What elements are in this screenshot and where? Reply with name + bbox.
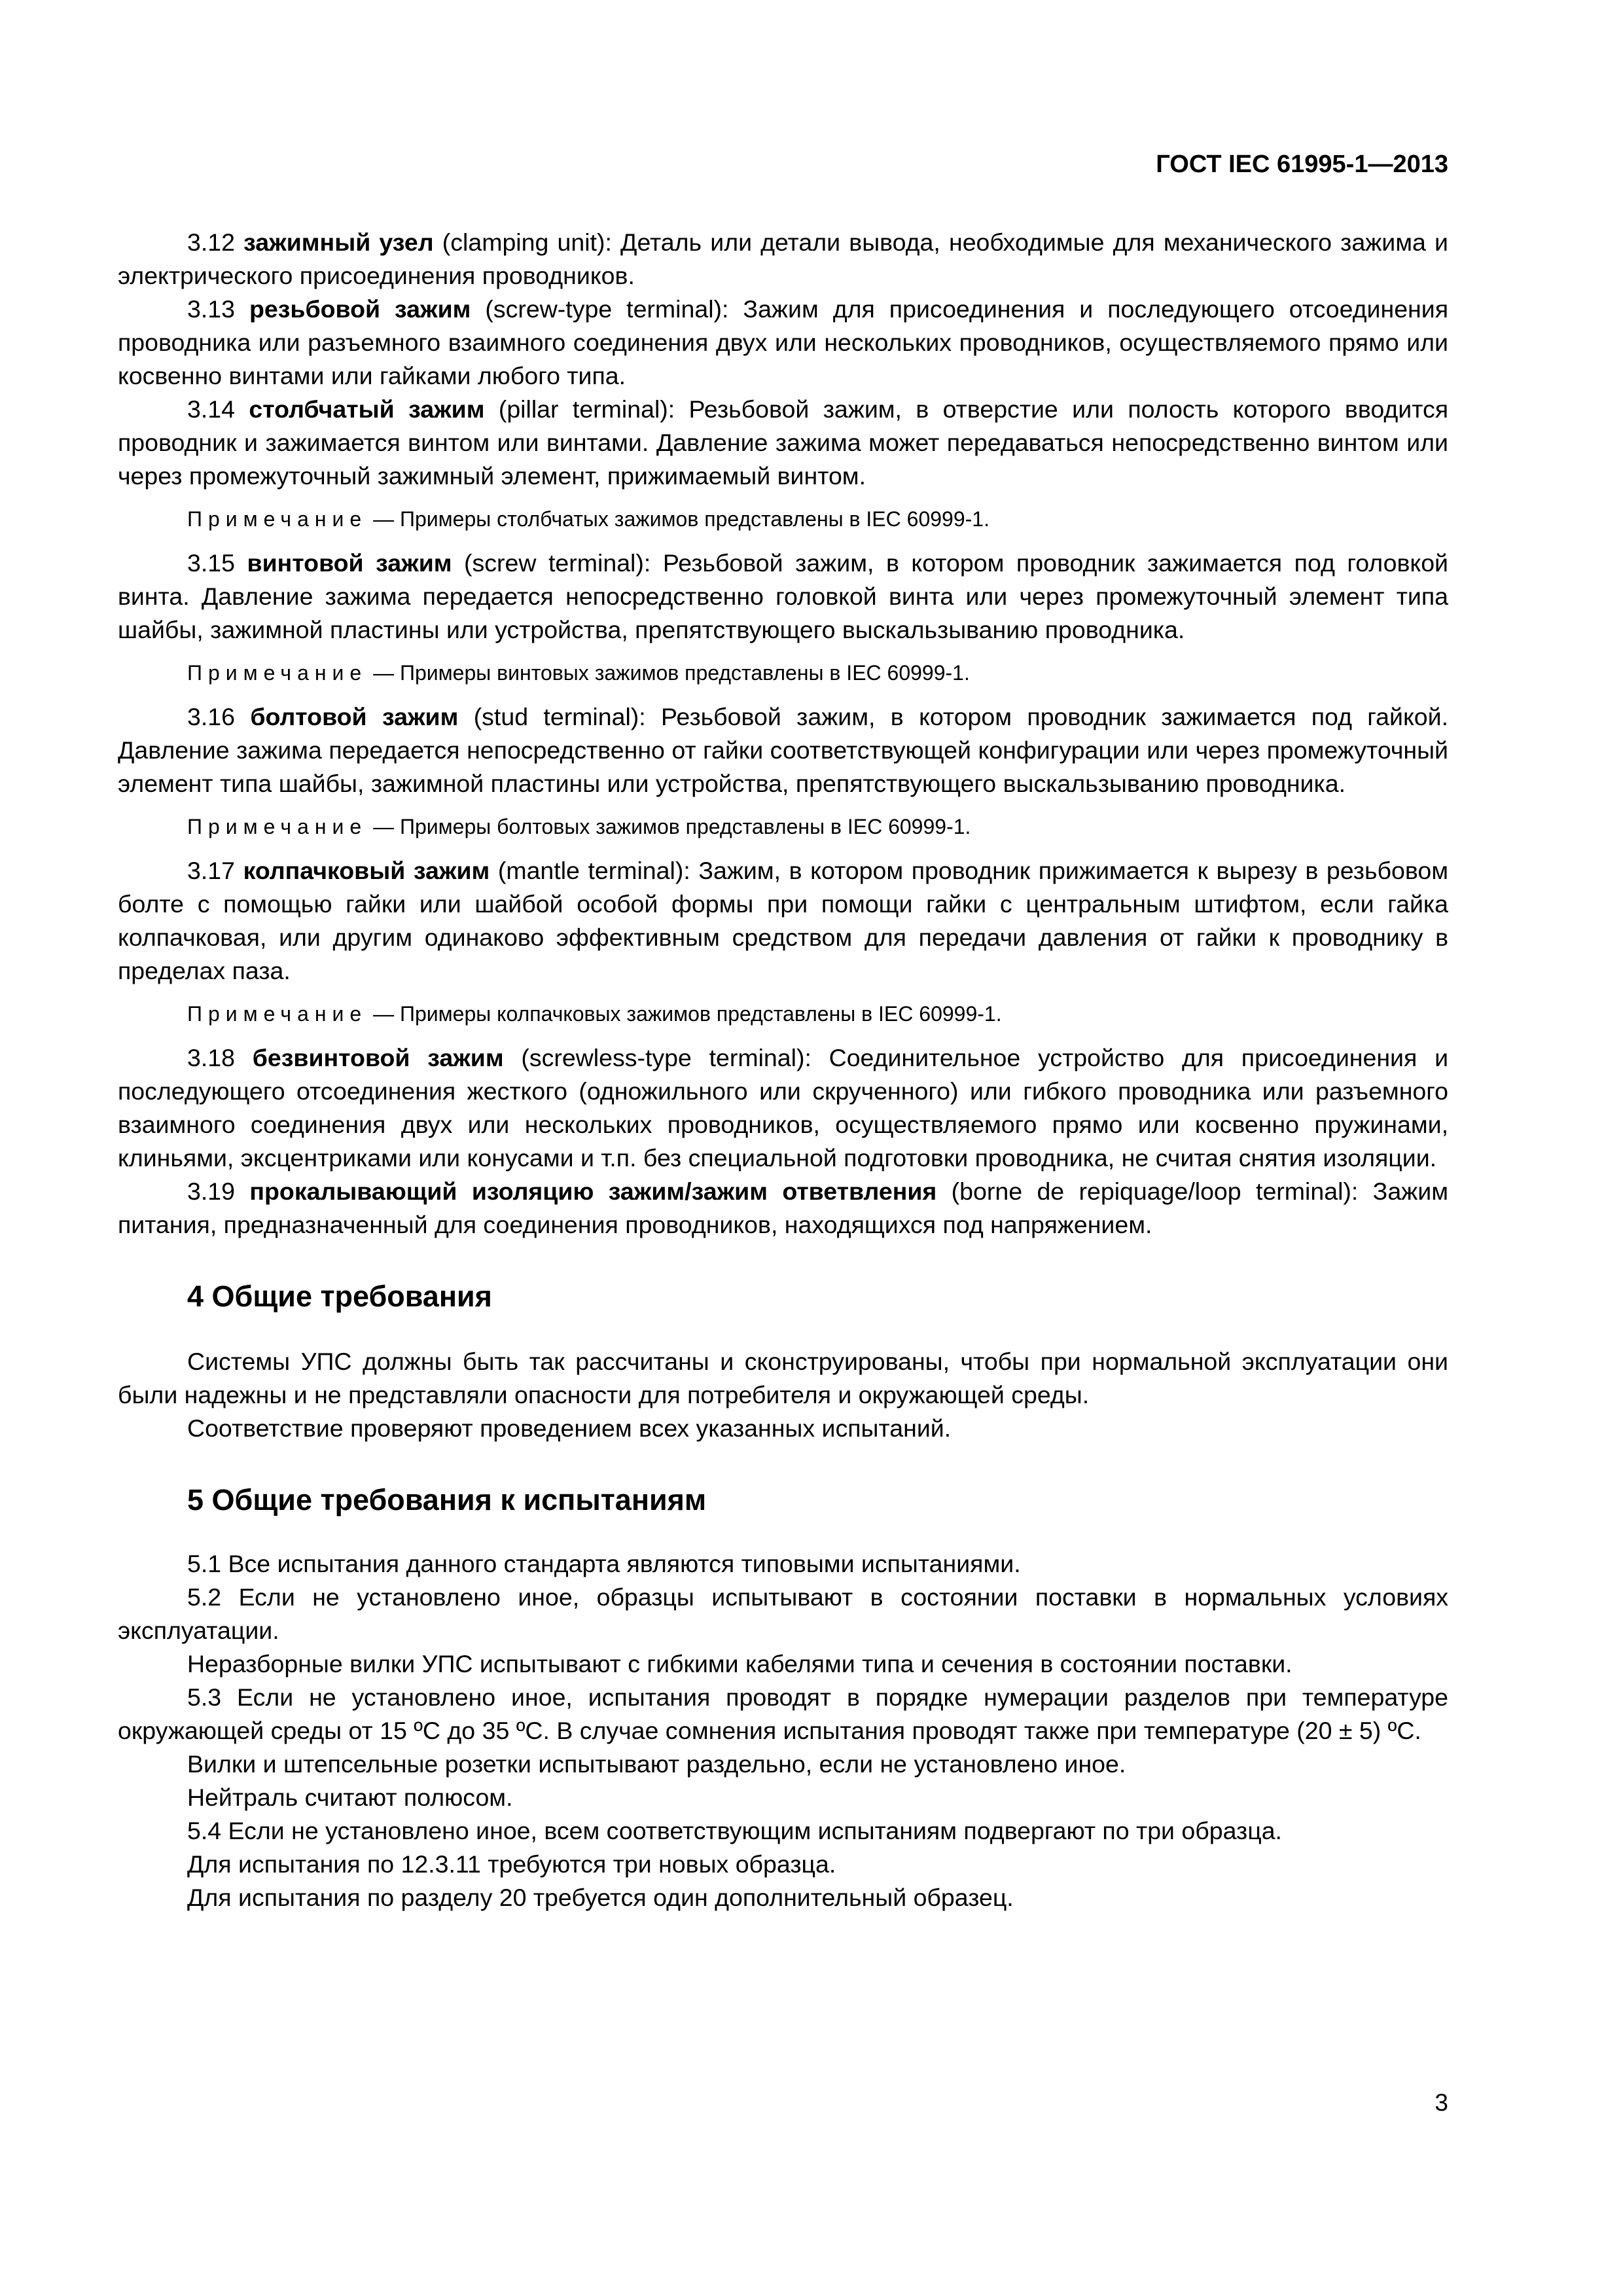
document-page	[118, 0, 1448, 2296]
note-3-17: Примечание — Примеры колпачковых зажимов представлены в IEC 60999-1.	[187, 1002, 1002, 1026]
note-label: Примечание	[187, 815, 368, 838]
section-5-paragraph: Вилки и штепсельные розетки испытывают раздельно, если не установлено иное.	[187, 1750, 1126, 1778]
term-name: колпачковый зажим	[243, 857, 490, 884]
term-3-15: 3.15 винтовой зажим (screw terminal): Резьбовой зажим, в котором проводник зажимается под головкой винта. Давление зажима передается непосредственно головкой винта или через промежуточный элемент типа шайбы, зажимной пластины или устройства, препятствующего выскальзыванию проводника.	[118, 549, 1448, 643]
section-5-paragraph: Для испытания по разделу 20 требуется один дополнительный образец.	[187, 1884, 1014, 1911]
standard-designation: ГОСТ IEC 61995-1—2013	[1156, 151, 1448, 178]
note-3-14: Примечание — Примеры столбчатых зажимов представлены в IEC 60999-1.	[187, 507, 990, 531]
page-content	[118, 226, 1448, 1914]
term-3-14: 3.14 столбчатый зажим (pillar terminal): Резьбовой зажим, в отверстие или полость которого вводится проводник и зажимается винтом или винтами. Давление зажима может передаваться непосредственно винтом или через промежуточный зажимный элемент, прижимаемый винтом.	[118, 395, 1449, 490]
section-5-paragraph: 5.2 Если не установлено иное, образцы испытывают в состоянии поставки в нормальных условиях эксплуатации.	[118, 1583, 1448, 1644]
note-label: Примечание	[187, 507, 368, 531]
section-5-paragraph: 5.4 Если не установлено иное, всем соответствующим испытаниям подвергают по три образца.	[187, 1817, 1282, 1844]
term-3-19: 3.19 прокалывающий изоляцию зажим/зажим ответвления (borne de repiquage/loop terminal): Зажим питания, предназначенный для соединения проводников, находящихся под напряжением.	[118, 1177, 1448, 1238]
note-3-15: Примечание — Примеры винтовых зажимов представлены в IEC 60999-1.	[187, 661, 970, 685]
term-name: болтовой зажим	[250, 703, 459, 730]
section-5-heading: 5 Общие требования к испытаниям	[187, 1483, 707, 1516]
note-3-16: Примечание — Примеры болтовых зажимов представлены в IEC 60999-1.	[187, 815, 971, 838]
term-name: винтовой зажим	[247, 549, 452, 577]
term-3-16: 3.16 болтовой зажим (stud terminal): Резьбовой зажим, в котором проводник зажимается под гайкой. Давление зажима передается непосредственно от гайки соответствующей конфигурации или через промежуточный элемент типа шайбы, зажимной пластины или устройства, препятствующего выскальзыванию проводника.	[118, 703, 1449, 797]
note-label: Примечание	[187, 661, 368, 685]
term-3-18: 3.18 безвинтовой зажим (screwless-type terminal): Соединительное устройство для присоединения и последующего отсоединения жесткого (одножильного или скрученного) или гибкого проводника или разъемного взаимного соединения двух или нескольких проводников, осуществляемого прямо или косвенно пружинами, клиньями, эксцентриками или конусами и т.п. без специальной подготовки проводника, не считая снятия изоляции.	[118, 1044, 1449, 1172]
term-3-13: 3.13 резьбовой зажим (screw-type terminal): Зажим для присоединения и последующего отсоединения проводника или разъемного взаимного соединения двух или нескольких проводников, осуществляемого прямо или косвенно винтами или гайками любого типа.	[118, 295, 1449, 389]
note-label: Примечание	[187, 1002, 368, 1026]
term-3-12: 3.12 зажимный узел (clamping unit): Деталь или детали вывода, необходимые для механического зажима и электрического присоединения проводников.	[118, 228, 1449, 289]
term-name: зажимный узел	[243, 228, 434, 256]
section-5-paragraph: 5.1 Все испытания данного стандарта являются типовыми испытаниями.	[187, 1550, 1021, 1577]
section-5-paragraph: 5.3 Если не установлено иное, испытания проводят в порядке нумерации разделов при температуре окружающей среды от 15 ºС до 35 ºС. В случае сомнения испытания проводят также при температуре (20 ± 5) ºС.	[118, 1683, 1448, 1744]
term-name: столбчатый зажим	[249, 395, 485, 423]
section-5-paragraph: Неразборные вилки УПС испытывают с гибкими кабелями типа и сечения в состоянии поставки.	[187, 1650, 1293, 1677]
term-name: резьбовой зажим	[249, 295, 471, 323]
section-5-paragraph: Нейтраль считают полюсом.	[187, 1784, 513, 1811]
term-3-17: 3.17 колпачковый зажим (mantle terminal): Зажим, в котором проводник прижимается к вырезу в резьбовом болте с помощью гайки или шайбой особой формы при помощи гайки с центральным штифтом, если гайка колпачковая, или другим одинаково эффективным средством для передачи давления от гайки к проводнику в пределах паза.	[118, 857, 1448, 984]
term-name: безвинтовой зажим	[252, 1044, 504, 1071]
section-4-heading: 4 Общие требования	[187, 1280, 492, 1313]
section-4-paragraph: Системы УПС должны быть так рассчитаны и сконструированы, чтобы при нормальной эксплуатации они были надежны и не представляли опасности для потребителя и окружающей среды.	[118, 1348, 1448, 1408]
term-name: прокалывающий изоляцию зажим/зажим ответвления	[249, 1177, 937, 1205]
section-4-paragraph: Соответствие проверяют проведением всех указанных испытаний.	[187, 1414, 952, 1442]
section-5-paragraph: Для испытания по 12.3.11 требуются три новых образца.	[187, 1850, 836, 1878]
page-number: 3	[1435, 2089, 1448, 2116]
